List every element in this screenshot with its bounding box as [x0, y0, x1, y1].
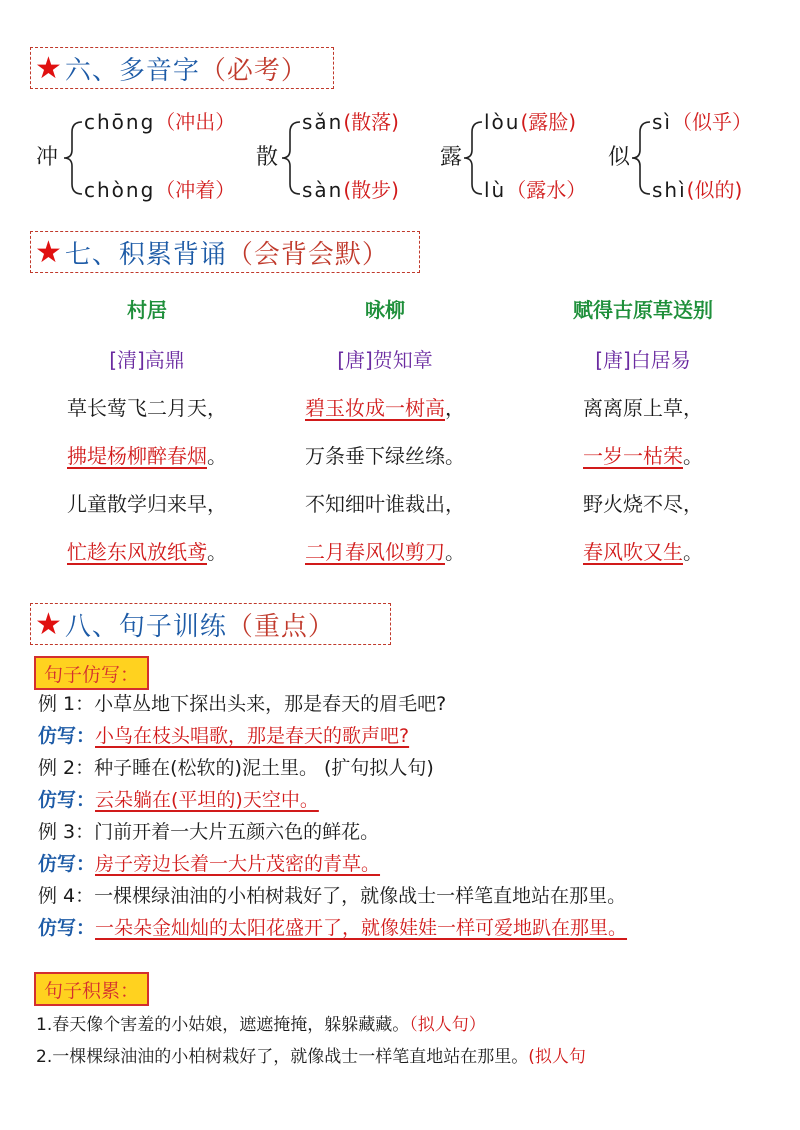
poem-author: [唐]白居易 [595, 348, 691, 372]
star-icon: ★ [35, 606, 63, 642]
polyphone-bottom: sàn(散步) [302, 178, 399, 202]
polyphone-top: lòu(露脸) [484, 110, 577, 134]
star-icon: ★ [35, 50, 63, 86]
imitation-sentence: 仿写：小鸟在枝头唱歌，那是春天的歌声吧? [38, 725, 410, 747]
poem-author: [清]高鼎 [109, 348, 185, 372]
poem-line: 拂堤杨柳醉春烟。 [67, 444, 227, 468]
example-sentence: 例 4：一棵棵绿油油的小柏树栽好了，就像战士一样笔直地站在那里。 [38, 885, 627, 907]
example-sentence: 例 2：种子睡在(松软的)泥土里。 (扩句拟人句) [38, 757, 434, 779]
poem-line: 忙趁东风放纸鸢。 [67, 540, 227, 564]
polyphone-bottom: shì(似的) [652, 178, 743, 202]
section-title-recitation: ★ 七、积累背诵 （会背会默） [30, 231, 420, 273]
poem-line: 儿童散学归来早， [67, 492, 227, 516]
poem [528, 294, 758, 566]
polyphone-bottom: chòng（冲着） [84, 178, 236, 202]
accumulation-item: 1.春天像个害羞的小姑娘，遮遮掩掩，躲躲藏藏。（拟人句） [36, 1015, 486, 1035]
imitation-tag: 句子仿写： [34, 656, 149, 690]
example-sentence: 例 1：小草丛地下探出头来，那是春天的眉毛吧? [38, 693, 447, 715]
brace-icon [62, 118, 84, 198]
poem-line: 一岁一枯荣。 [583, 444, 703, 468]
poem-line: 二月春风似剪刀。 [305, 540, 465, 564]
example-sentence: 例 3：门前开着一大片五颜六色的鲜花。 [38, 821, 380, 843]
poem-author: [唐]贺知章 [337, 348, 433, 372]
poem-line: 春风吹又生。 [583, 540, 703, 564]
brace-icon [462, 118, 484, 198]
polyphone-top: chōng（冲出） [84, 110, 236, 134]
poem-line: 草长莺飞二月天， [67, 396, 227, 420]
poem-line: 万条垂下绿丝绦。 [305, 444, 465, 468]
poem-title: 村居 [127, 298, 167, 322]
polyphone-bottom: lù（露水） [484, 178, 587, 202]
section-title-polyphones: ★ 六、多音字 （必考） [30, 47, 334, 89]
polyphone-top: sì（似乎） [652, 110, 752, 134]
accumulation-item: 2.一棵棵绿油油的小柏树栽好了，就像战士一样笔直地站在那里。(拟人句 [36, 1047, 586, 1067]
brace-icon [280, 118, 302, 198]
imitation-sentence: 仿写：房子旁边长着一大片茂密的青草。 [38, 853, 381, 875]
accumulation-tag: 句子积累： [34, 972, 149, 1006]
poem-title: 赋得古原草送别 [573, 298, 713, 322]
poem-line: 离离原上草， [583, 396, 703, 420]
poem [270, 294, 500, 566]
imitation-sentence: 仿写：云朵躺在(平坦的)天空中。 [38, 789, 319, 811]
poem-title: 咏柳 [365, 298, 405, 322]
poem-line: 不知细叶谁裁出， [305, 492, 465, 516]
section-title-sentence-training: ★ 八、句子训练 （重点） [30, 603, 391, 645]
imitation-sentence: 仿写：一朵朵金灿灿的太阳花盛开了，就像娃娃一样可爱地趴在那里。 [38, 917, 628, 939]
poem-line: 碧玉妆成一树高， [305, 396, 465, 420]
poem-line: 野火烧不尽， [583, 492, 703, 516]
brace-icon [630, 118, 652, 198]
poem [32, 294, 262, 566]
polyphone-top: sǎn(散落) [302, 110, 399, 134]
star-icon: ★ [35, 234, 63, 270]
